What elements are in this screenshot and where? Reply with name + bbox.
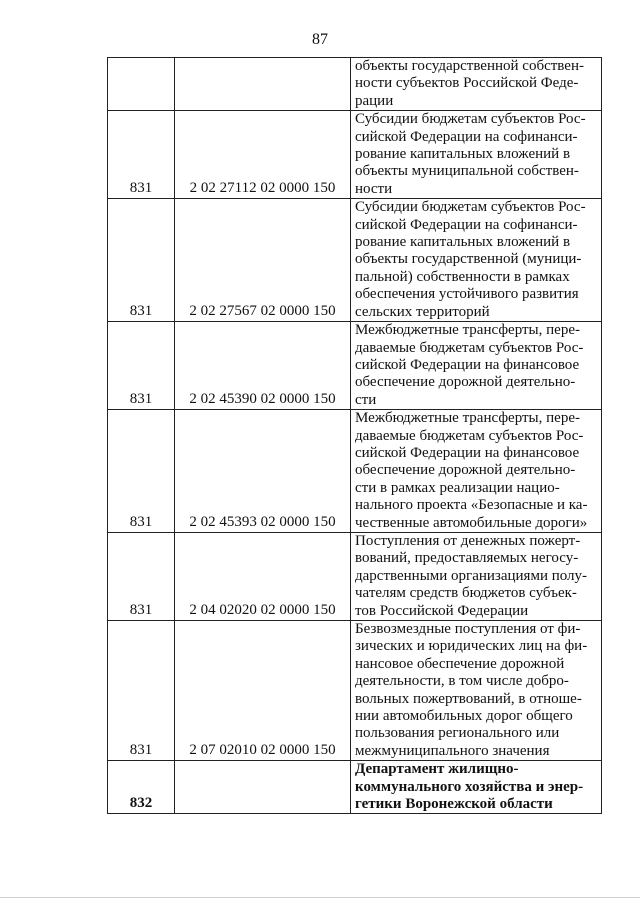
table-row <box>108 58 602 111</box>
revenue-code-cell <box>175 199 351 322</box>
revenue-name-line: сийской Федерации на финансовое <box>355 444 580 461</box>
revenue-name-cell <box>351 761 602 814</box>
revenue-name-line: даваемые бюджетам субъектов Рос- <box>355 427 584 444</box>
revenue-name-cell <box>351 532 602 620</box>
admin-code-cell <box>108 410 175 533</box>
revenue-name-line: рование капитальных вложений в <box>355 146 571 163</box>
revenue-name-line: объекты муниципальной собствен- <box>355 163 579 180</box>
revenue-name-line: вольных пожертвований, в отноше- <box>355 690 582 707</box>
revenue-name-line: нансовое обеспечение дорожной <box>355 655 565 672</box>
revenue-name-line: ности <box>355 180 393 197</box>
table-row <box>108 199 602 322</box>
revenue-name-line: рации <box>355 92 394 109</box>
admin-code: 831 <box>129 179 153 196</box>
revenue-name-line: сийской Федерации на софинанси- <box>355 216 578 233</box>
admin-code-cell <box>108 199 175 322</box>
revenue-name-line: вований, предоставляемых негосу- <box>355 550 579 567</box>
table-row <box>108 761 602 814</box>
revenue-name-line: гетики Воронежской области <box>355 796 553 813</box>
revenue-name-cell <box>351 199 602 322</box>
table-row <box>108 410 602 533</box>
revenue-code-cell <box>175 322 351 410</box>
revenue-name-cell <box>351 58 602 111</box>
budget-revenue-table <box>107 57 602 814</box>
revenue-name-line: нального проекта «Безопасные и ка- <box>355 497 588 514</box>
revenue-name-line: чественные автомобильные дороги» <box>355 514 588 531</box>
revenue-name-line: Поступления от денежных пожерт- <box>355 532 581 549</box>
table-body <box>108 58 602 814</box>
revenue-name-line: Департамент жилищно- <box>355 761 519 778</box>
revenue-name-line: зических и юридических лиц на фи- <box>355 638 588 655</box>
admin-code: 831 <box>129 390 153 407</box>
revenue-name-line: Безвозмездные поступления от фи- <box>355 621 581 637</box>
revenue-code-cell <box>175 58 351 111</box>
revenue-name-line: обеспечения устойчивого развития <box>355 286 579 303</box>
table-row <box>108 621 602 761</box>
admin-code-cell <box>108 532 175 620</box>
revenue-name-line: обеспечение дорожной деятельно- <box>355 374 576 391</box>
revenue-code: 2 02 45390 02 0000 150 <box>189 390 336 407</box>
revenue-name-line: сельских территорий <box>355 303 490 320</box>
revenue-name-line: деятельности, в том числе добро- <box>355 673 569 690</box>
admin-code-cell <box>108 322 175 410</box>
revenue-name-line: межмуниципального значения <box>355 742 550 759</box>
admin-code-cell <box>108 761 175 814</box>
revenue-name-cell <box>351 111 602 199</box>
revenue-code-cell <box>175 761 351 814</box>
admin-code: 832 <box>129 795 153 812</box>
revenue-name-cell <box>351 621 602 761</box>
table-row <box>108 111 602 199</box>
revenue-name-line: пальной) собственности в рамках <box>355 268 570 285</box>
revenue-code-cell <box>175 111 351 199</box>
revenue-name-line: даваемые бюджетам субъектов Рос- <box>355 339 584 356</box>
revenue-name-cell <box>351 410 602 533</box>
revenue-code <box>175 812 350 813</box>
revenue-code: 2 07 02010 02 0000 150 <box>189 741 336 758</box>
admin-code: 831 <box>129 741 153 758</box>
revenue-name-line: чателям средств бюджетов субъек- <box>355 585 577 602</box>
revenue-name-line: нии автомобильных дорог общего <box>355 708 573 725</box>
admin-code-cell <box>108 111 175 199</box>
table-row <box>108 322 602 410</box>
revenue-code: 2 04 02020 02 0000 150 <box>189 601 336 618</box>
revenue-code-cell <box>175 532 351 620</box>
revenue-name-line: объекты государственной собствен- <box>355 58 584 74</box>
page-bottom-rule <box>0 897 640 898</box>
admin-code: 831 <box>129 302 153 319</box>
revenue-name-line: дарственными организациями полу- <box>355 567 588 584</box>
revenue-name-line: Субсидии бюджетам субъектов Рос- <box>355 111 586 128</box>
revenue-name-line: объекты государственной (муници- <box>355 251 582 268</box>
revenue-name-line: сти <box>355 391 377 408</box>
revenue-name-line: сийской Федерации на финансовое <box>355 356 580 373</box>
revenue-code-cell <box>175 621 351 761</box>
table-row <box>108 532 602 620</box>
admin-code-cell <box>108 621 175 761</box>
revenue-code: 2 02 27567 02 0000 150 <box>189 302 336 319</box>
revenue-name-line: обеспечение дорожной деятельно- <box>355 462 576 479</box>
revenue-name-line: Субсидии бюджетам субъектов Рос- <box>355 199 586 216</box>
revenue-code: 2 02 27112 02 0000 150 <box>189 179 336 196</box>
revenue-code-cell <box>175 410 351 533</box>
revenue-name-line: Межбюджетные трансферты, пере- <box>355 410 580 427</box>
revenue-name-line: ности субъектов Российской Феде- <box>355 75 579 92</box>
admin-code-cell <box>108 58 175 111</box>
admin-code: 831 <box>129 513 153 530</box>
revenue-name-line: коммунального хозяйства и энер- <box>355 778 584 795</box>
revenue-name-line: тов Российской Федерации <box>355 602 529 619</box>
revenue-name-line: рование капитальных вложений в <box>355 234 571 251</box>
admin-code: 831 <box>129 601 153 618</box>
revenue-name-line: пользования регионального или <box>355 725 560 742</box>
revenue-name-line: Межбюджетные трансферты, пере- <box>355 322 580 339</box>
revenue-code: 2 02 45393 02 0000 150 <box>189 513 336 530</box>
page-number: 87 <box>312 31 328 48</box>
revenue-name-line: сийской Федерации на софинанси- <box>355 128 578 145</box>
revenue-name-cell <box>351 322 602 410</box>
revenue-name-line: сти в рамках реализации нацио- <box>355 479 560 496</box>
